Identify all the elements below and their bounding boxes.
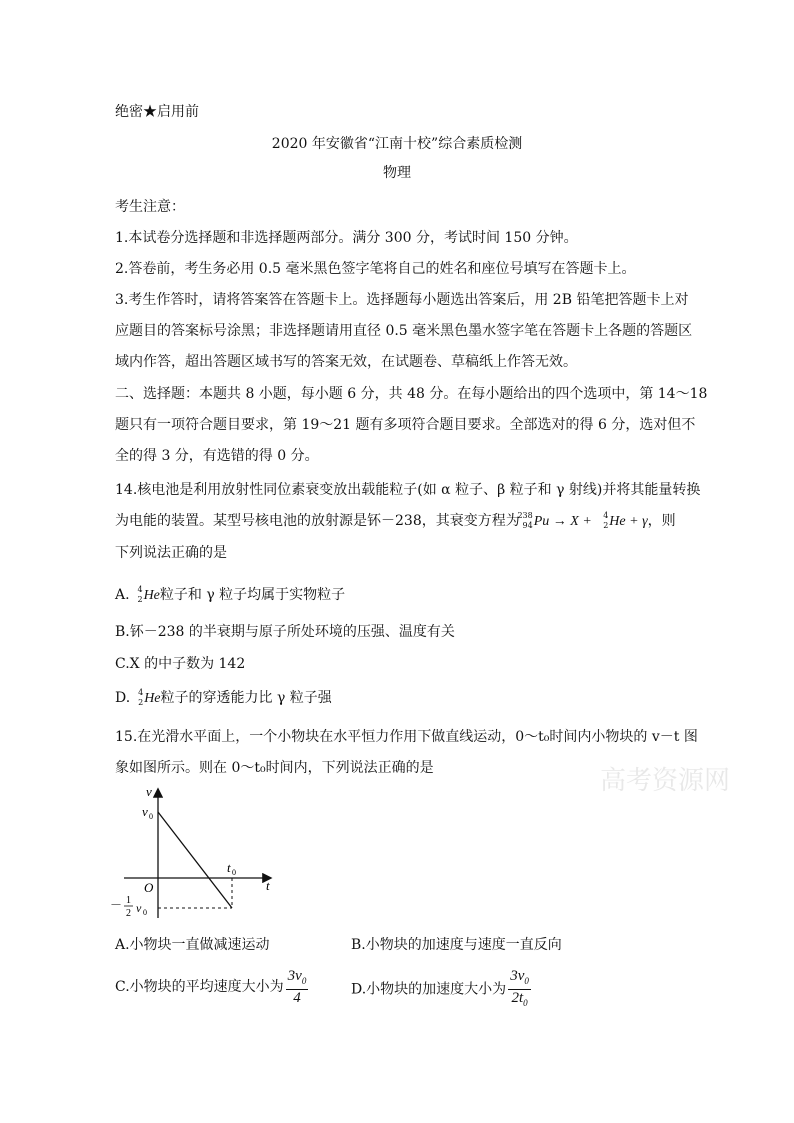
he-symbol: He [144, 691, 161, 706]
notice-item: 应题目的答案标号涂黑；非选择题请用直径 0.5 毫米黑色墨水签字笔在答题卡上各题的答题区 [115, 323, 693, 339]
fraction-numerator [508, 968, 531, 990]
q14-stem-line2 [115, 511, 676, 532]
q15-stem-line2: 象如图所示。则在 0～t₀时间内，下列说法正确的是 [115, 760, 434, 776]
he-nuclide [595, 511, 609, 531]
q15-stem: 15.在光滑水平面上，一个小物块在水平恒力作用下做直线运动，0～t₀时间内小物块的 v－t 图 [115, 729, 698, 745]
notice-heading: 考生注意： [115, 199, 185, 215]
denominator-sub: 0 [523, 998, 528, 1008]
vt-line [158, 812, 232, 908]
q15-option-c [115, 968, 308, 1012]
notice-item: 3.考生作答时，请将答案答在答题卡上。选择题每小题选出答案后，用 2B 铅笔把答题卡上对 [115, 292, 689, 308]
exam-title: 2020 年安徽省“江南十校”综合素质检测 [271, 136, 523, 152]
pu-mass-number: 238 [517, 511, 533, 520]
v-axis-label: v [146, 784, 152, 799]
option-text: 粒子的穿透能力比 γ 粒子强 [160, 690, 332, 706]
q15-option-b: B.小物块的加速度与速度一直反向 [351, 937, 562, 953]
he-symbol: He [609, 514, 626, 529]
numerator-sub: 0 [524, 976, 529, 986]
fraction-denominator: 4 [293, 990, 301, 1006]
t-axis-label: t [266, 878, 270, 893]
numerator-text: 3v [510, 968, 525, 984]
neg-v0-sub: 0 [143, 908, 147, 917]
he-nuclide [130, 585, 144, 605]
neg-v0-label: v [136, 901, 142, 915]
option-text: D.小物块的加速度大小为 [351, 981, 507, 998]
he-atomic-number: 2 [137, 595, 143, 604]
notice-item: 1.本试卷分选择题和非选择题两部分。满分 300 分，考试时间 150 分钟。 [115, 230, 578, 246]
he-mass-number: 4 [137, 585, 143, 594]
q14-stem-line3: 下列说法正确的是 [115, 545, 227, 561]
fraction [286, 968, 309, 1006]
fraction [508, 968, 531, 1011]
he-atomic-number: 2 [138, 698, 144, 707]
notice-item: 域内作答，超出答题区域书写的答案无效，在试题卷、草稿纸上作答无效。 [115, 354, 577, 370]
numerator-text: 3v [287, 968, 302, 984]
q14-stem-text: 为电能的装置。某型号核电池的放射源是钚－238，其衰变方程为 [115, 513, 520, 529]
neg-minus: － [110, 898, 123, 912]
neg-frac-den: 2 [126, 908, 131, 919]
fraction-numerator [286, 968, 309, 990]
section-instruction: 二、选择题：本题共 8 小题，每小题 6 分，共 48 分。在每小题给出的四个选项中，第 14～18 [115, 386, 708, 402]
t0-label: t [227, 860, 231, 875]
numerator-sub: 0 [301, 976, 307, 986]
q14-stem-tail: ，则 [647, 513, 676, 529]
q15-option-d [351, 968, 531, 1012]
he-nuclide [130, 688, 144, 708]
section-instruction: 全的得 3 分，有选错的得 0 分。 [115, 448, 319, 464]
he-atomic-number: 2 [603, 521, 609, 530]
origin-label: O [144, 880, 154, 895]
pu-atomic-number: 94 [522, 521, 533, 530]
q14-stem: 14.核电池是利用放射性同位素衰变放出载能粒子(如 α 粒子、β 粒子和 γ 射线)并将其能量转换 [115, 482, 701, 498]
v0-sub: 0 [149, 812, 153, 821]
subject-title: 物理 [383, 165, 411, 181]
q14-option-d [115, 688, 332, 709]
q14-option-a [115, 585, 345, 606]
option-text: C.小物块的平均速度大小为 [115, 979, 284, 995]
secret-label: 绝密★启用前 [115, 104, 199, 120]
he-mass-number: 4 [603, 511, 609, 520]
q14-option-b: B.钚－238 的半衰期与原子所处环境的压强、温度有关 [115, 624, 455, 640]
section-instruction: 题只有一项符合题目要求，第 19～21 题有多项符合题目要求。全部选对的得 6 分，选对但不 [115, 417, 696, 433]
notice-item: 2.答卷前，考生务必用 0.5 毫米黑色签字笔将自己的姓名和座位号填写在答题卡上。 [115, 261, 636, 277]
option-text: 粒子和 γ 粒子均属于实物粒子 [159, 587, 346, 603]
watermark: 高考资源网 [600, 766, 731, 796]
denominator-text: 2t [511, 990, 524, 1006]
v0-label: v [142, 804, 148, 819]
option-letter: D. [115, 690, 131, 706]
he-mass-number: 4 [138, 688, 144, 697]
gamma-term: + γ [625, 514, 648, 529]
neg-frac-num: 1 [126, 895, 131, 906]
decay-arrow: → X + [549, 514, 596, 529]
q15-option-a: A.小物块一直做减速运动 [115, 937, 270, 953]
vt-graph [110, 782, 285, 922]
pu-nuclide [517, 511, 534, 531]
option-letter: A. [115, 587, 130, 603]
t0-sub: 0 [232, 868, 236, 877]
fraction-denominator [508, 990, 531, 1011]
q14-option-c: C.X 的中子数为 142 [115, 656, 246, 672]
pu-symbol: Pu [533, 514, 550, 529]
he-symbol: He [143, 588, 160, 603]
